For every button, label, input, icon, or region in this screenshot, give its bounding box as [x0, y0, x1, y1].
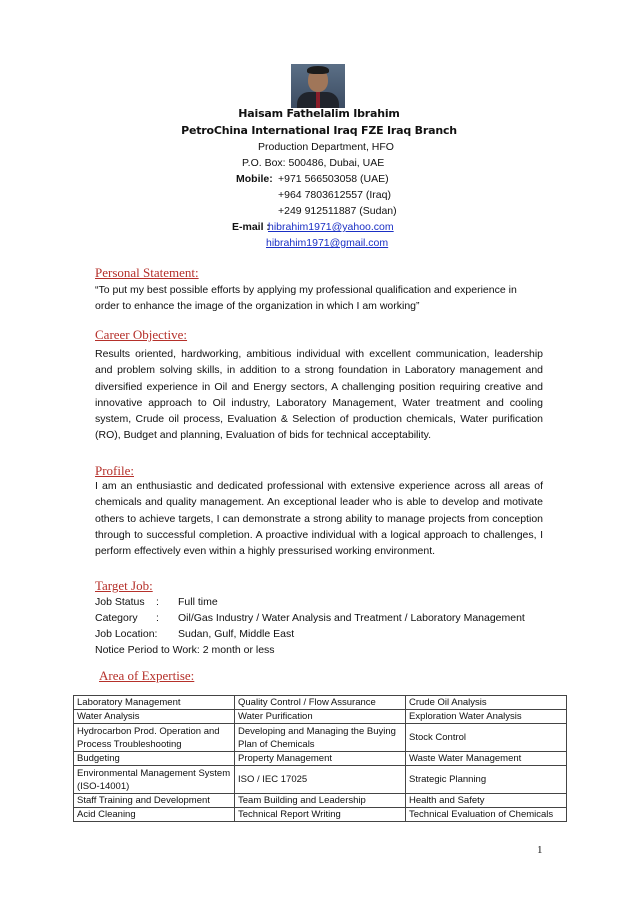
personal-statement-line-1: “To put my best possible efforts by applying my professional qualification and experience in [95, 284, 517, 296]
table-cell: Budgeting [74, 752, 235, 766]
profile-heading: Profile: [95, 463, 134, 478]
job-status-value: Full time [178, 596, 218, 608]
table-cell: Quality Control / Flow Assurance [235, 696, 406, 710]
job-status-label: Job Status [95, 596, 145, 608]
table-cell: Strategic Planning [406, 766, 567, 794]
email-label: E-mail : [232, 221, 270, 233]
phone-iraq: +964 7803612557 (Iraq) [278, 189, 391, 201]
table-cell: Water Purification [235, 710, 406, 724]
job-location-value: Sudan, Gulf, Middle East [178, 628, 295, 640]
phone-uae: +971 566503058 (UAE) [278, 173, 389, 185]
photo-hair [307, 66, 329, 74]
phone-sudan: +249 912511887 (Sudan) [278, 205, 397, 217]
job-status-colon: : [156, 596, 159, 608]
table-row [74, 766, 567, 794]
target-job-heading: Target Job: [95, 578, 153, 593]
table-row [74, 724, 567, 752]
expertise-table [73, 695, 567, 822]
table-cell: Property Management [235, 752, 406, 766]
table-row [74, 794, 567, 808]
personal-statement-line-2: order to enhance the image of the organization in which I am working” [95, 300, 420, 312]
table-row [74, 752, 567, 766]
table-cell: ISO / IEC 17025 [235, 766, 406, 794]
profile-photo [291, 64, 345, 108]
table-cell: Crude Oil Analysis [406, 696, 567, 710]
table-cell: Stock Control [406, 724, 567, 752]
name-heading: Haisam Fathelalim Ibrahim [238, 107, 400, 120]
profile-text: I am an enthusiastic and dedicated professional with extensive experience across all areas of chemicals and quality management. An exceptional leader who is able to develop and motivate others to achieve targets, I can demonstrate a strong ability to manage projects from conception through to successful completion. A proactive individual with a logical approach to challenges, I perform effectively even within a highly pressurised working environment. [95, 480, 543, 558]
table-row [74, 808, 567, 822]
page-number: 1 [537, 844, 543, 856]
table-row [74, 710, 567, 724]
company-heading: PetroChina International Iraq FZE Iraq Branch [181, 124, 457, 137]
table-row [74, 696, 567, 710]
table-cell: Waste Water Management [406, 752, 567, 766]
table-cell: Hydrocarbon Prod. Operation and Process Troubleshooting [74, 724, 235, 752]
photo-tie [316, 92, 320, 108]
table-cell: Staff Training and Development [74, 794, 235, 808]
mobile-label: Mobile: [236, 173, 273, 185]
table-cell: Water Analysis [74, 710, 235, 724]
po-box-line: P.O. Box: 500486, Dubai, UAE [242, 157, 385, 169]
table-cell: Environmental Management System (ISO-14001) [74, 766, 235, 794]
table-cell: Laboratory Management [74, 696, 235, 710]
table-cell: Developing and Managing the Buying Plan of Chemicals [235, 724, 406, 752]
career-objective-text: Results oriented, hardworking, ambitious individual with excellent communication, leadership and problem solving skills, in addition to a strong foundation in Laboratory management and diversified experience in Oil and Energy sectors, A challenging position requiring creative and innovative approach to Oil industry, Laboratory Management, Water treatment and cooling system, Crude oil process, Evaluation & Selection of production chemicals, Water purification (RO), Budget and planning, Evaluation of bids for technical acceptability. [95, 348, 543, 442]
personal-statement-heading: Personal Statement: [95, 265, 199, 280]
table-cell: Exploration Water Analysis [406, 710, 567, 724]
category-value: Oil/Gas Industry / Water Analysis and Treatment / Laboratory Management [178, 612, 525, 624]
career-objective-heading: Career Objective: [95, 327, 188, 342]
category-colon: : [156, 612, 159, 624]
department-line: Production Department, HFO [258, 141, 394, 153]
expertise-heading: Area of Expertise: [99, 668, 195, 683]
job-location-label: Job Location: [95, 628, 158, 640]
category-label: Category [95, 612, 138, 624]
email-gmail-link[interactable]: hibrahim1971@gmail.com [266, 237, 389, 249]
table-cell: Acid Cleaning [74, 808, 235, 822]
email-yahoo-link[interactable]: hibrahim1971@yahoo.com [268, 221, 394, 233]
table-cell: Team Building and Leadership [235, 794, 406, 808]
table-cell: Technical Report Writing [235, 808, 406, 822]
notice-period: Notice Period to Work: 2 month or less [95, 644, 275, 656]
table-cell: Health and Safety [406, 794, 567, 808]
table-cell: Technical Evaluation of Chemicals [406, 808, 567, 822]
